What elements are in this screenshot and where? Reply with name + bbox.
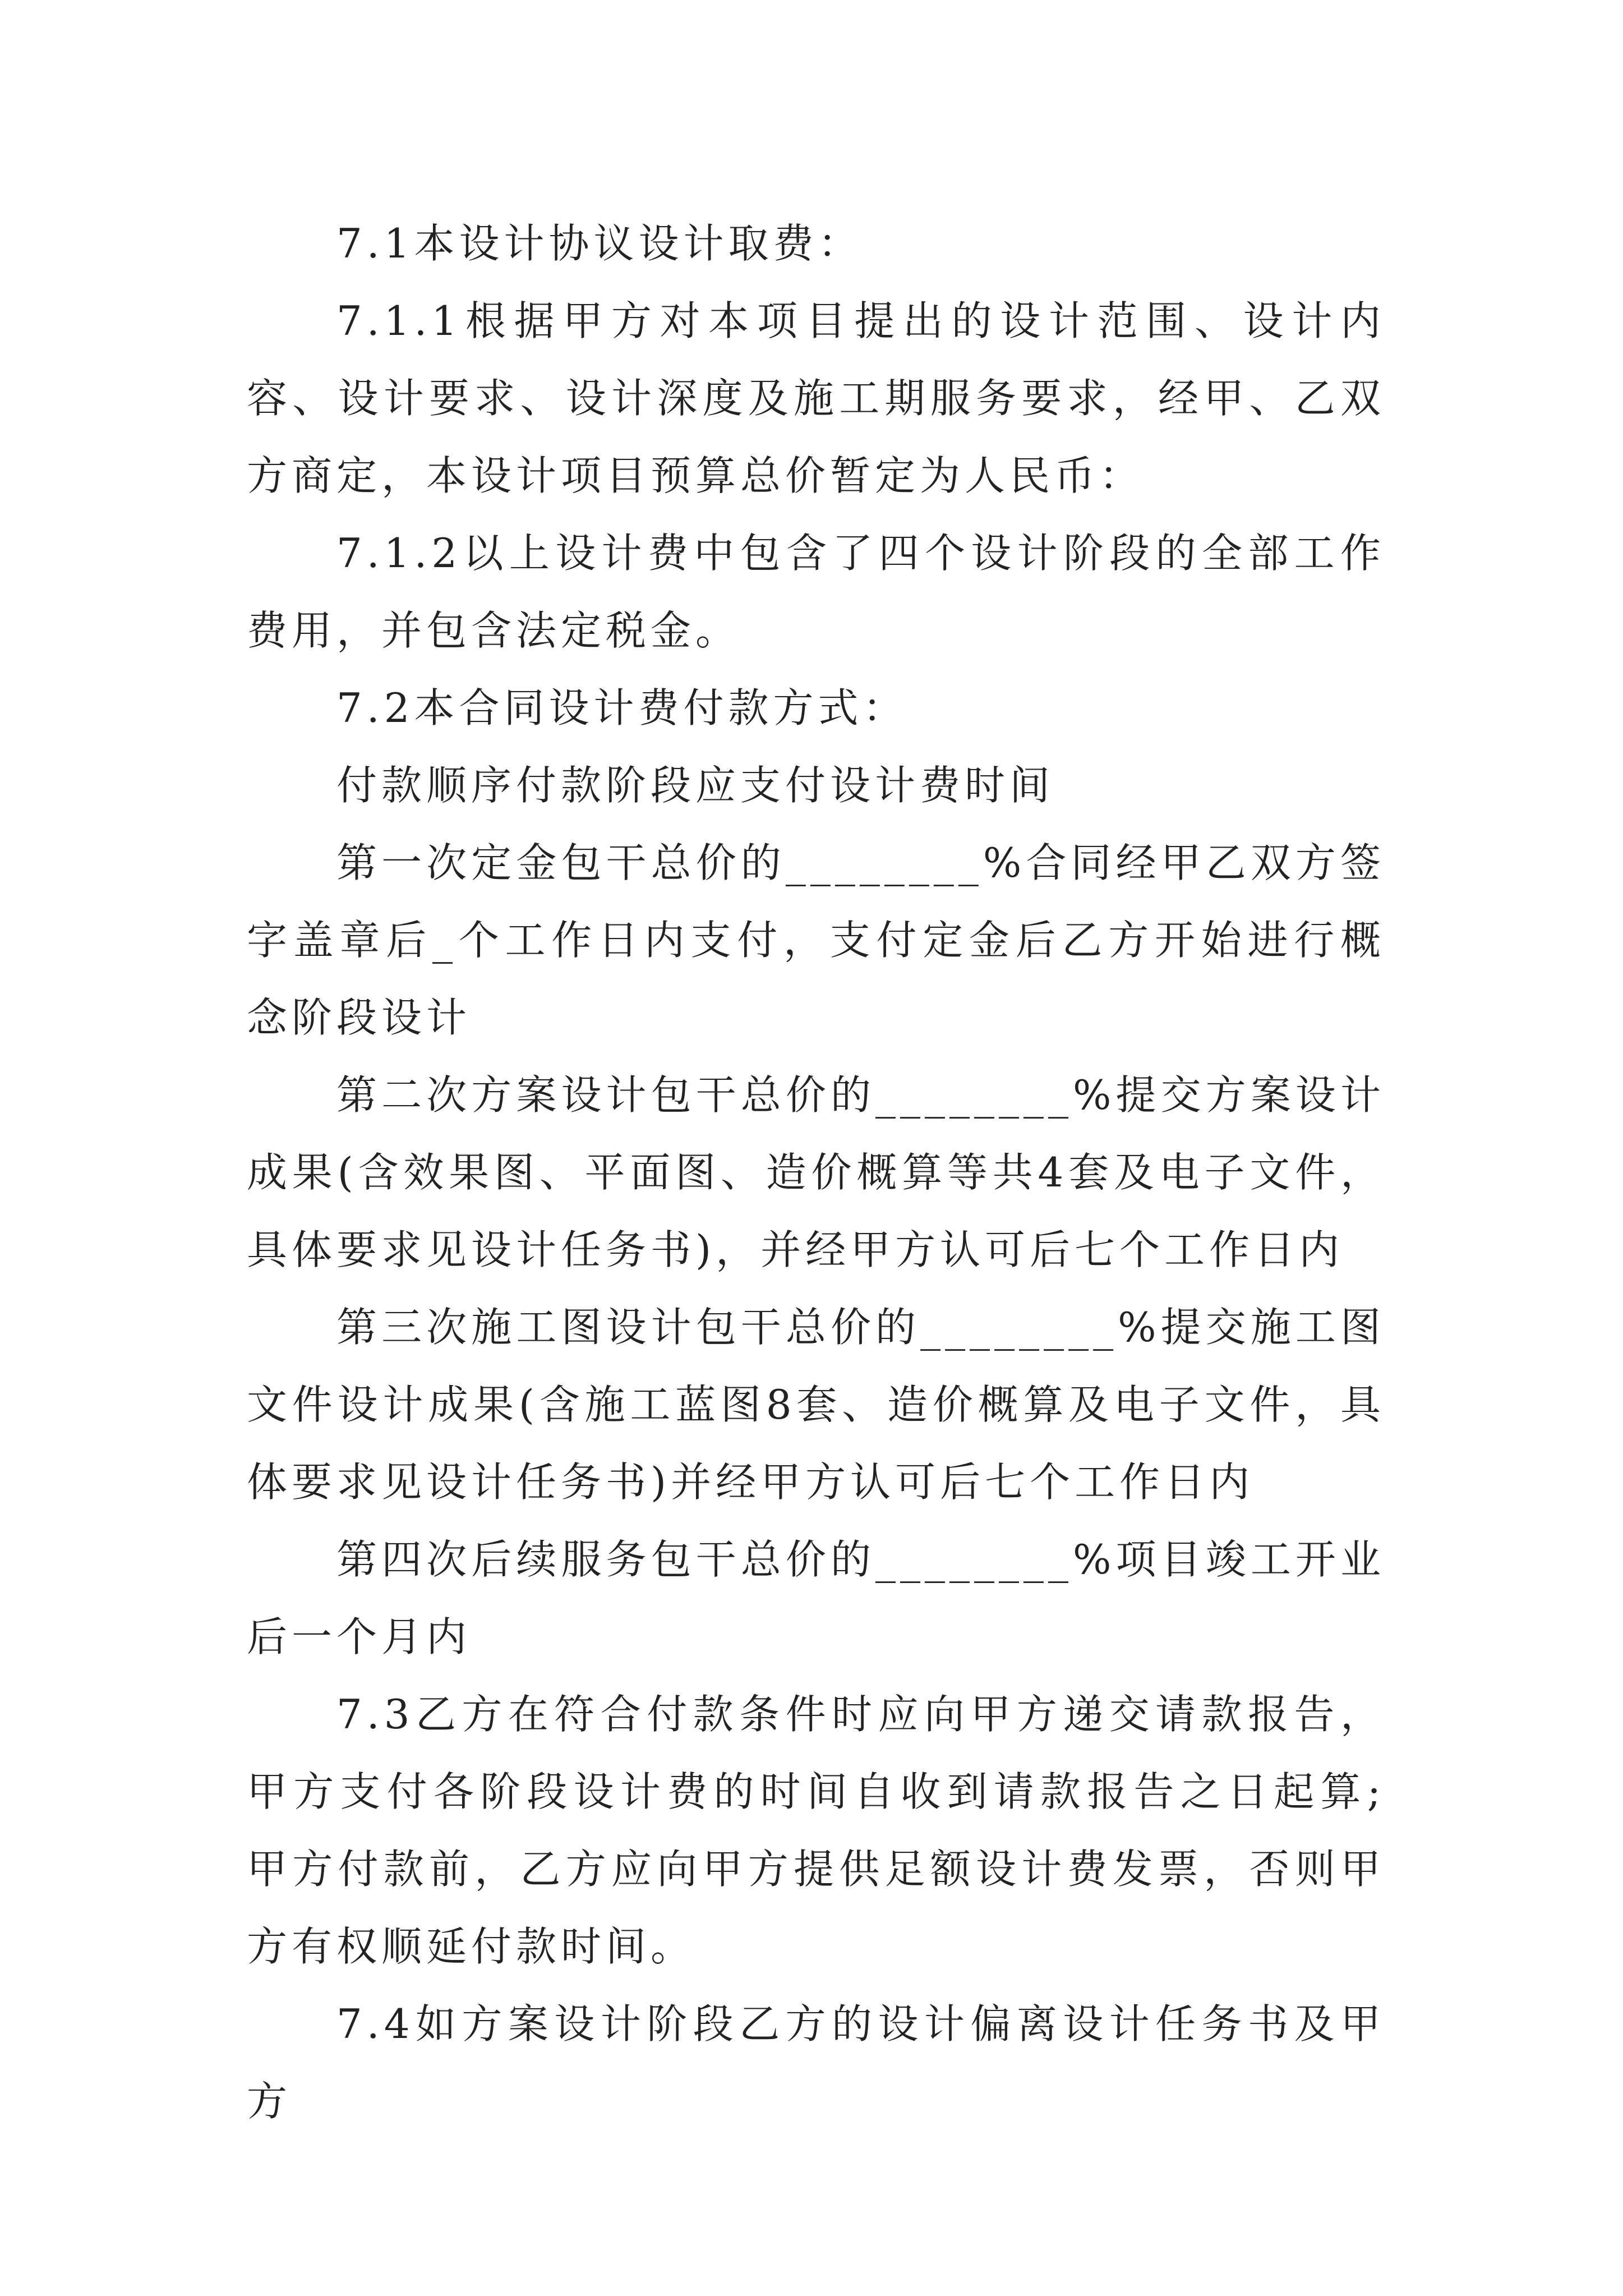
paragraph-7-2: 7.2本合同设计费付款方式： <box>336 684 908 731</box>
paragraph-payment-second: 第二次方案设计包干总价的________%提交方案设计成果(含效果图、平面图、造价概算等共4套及电子文件，具体要求见设计任务书)，并经甲方认可后七个工作日内 <box>247 1071 1385 1273</box>
document-body <box>247 205 1385 2140</box>
paragraph-payment-first: 第一次定金包干总价的________%合同经甲乙双方签字盖章后_个工作日内支付，支付定金后乙方开始进行概念阶段设计 <box>247 839 1385 1041</box>
paragraph-7-3: 7.3乙方在符合付款条件时应向甲方递交请款报告，甲方支付各阶段设计费的时间自收到请款报告之日起算;甲方付款前，乙方应向甲方提供足额设计费发票，否则甲方有权顺延付款时间。 <box>247 1691 1385 1970</box>
paragraph-payment-fourth: 第四次后续服务包干总价的________%项目竣工开业后一个月内 <box>247 1536 1385 1660</box>
paragraph-7-1: 7.1本设计协议设计取费： <box>336 220 863 267</box>
paragraph-payment-third: 第三次施工图设计包干总价的________%提交施工图文件设计成果(含施工蓝图8套、造价概算及电子文件，具体要求见设计任务书)并经甲方认可后七个工作日内 <box>247 1304 1385 1506</box>
paragraph-7-4: 7.4如方案设计阶段乙方的设计偏离设计任务书及甲方 <box>247 2000 1385 2125</box>
paragraph-7-1-1: 7.1.1根据甲方对本项目提出的设计范围、设计内容、设计要求、设计深度及施工期服务要求，经甲、乙双方商定，本设计项目预算总价暂定为人民币： <box>247 297 1385 499</box>
paragraph-7-1-2: 7.1.2以上设计费中包含了四个设计阶段的全部工作费用，并包含法定税金。 <box>247 530 1385 654</box>
paragraph-payment-header: 付款顺序付款阶段应支付设计费时间 <box>336 762 1055 809</box>
